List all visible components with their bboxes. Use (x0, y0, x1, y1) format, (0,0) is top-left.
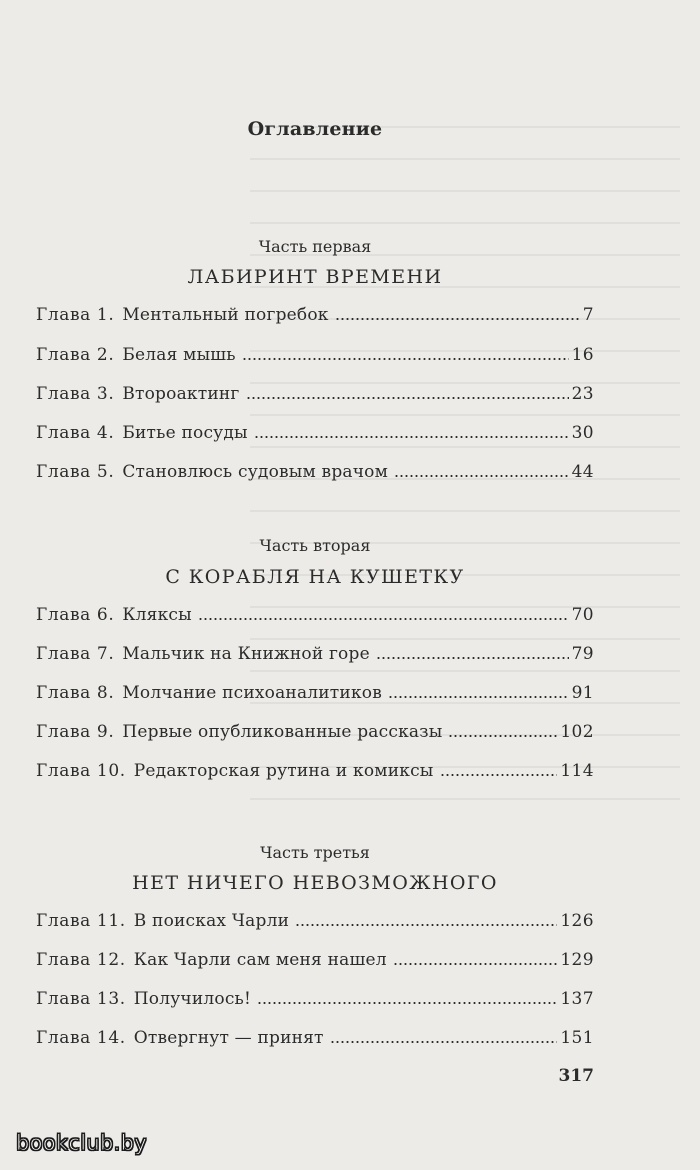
chapter-number: Глава 4. (36, 423, 115, 443)
chapter-title: Получилось! (133, 989, 252, 1009)
chapter-page: 30 (571, 423, 594, 443)
dot-leader (335, 318, 580, 320)
dot-leader (246, 397, 569, 399)
chapter-page: 102 (560, 722, 594, 742)
part-1-title: ЛАБИРИНТ ВРЕМЕНИ (187, 266, 443, 288)
chapter-title: Мальчик на Книжной горе (122, 644, 370, 664)
chapter-number: Глава 13. (36, 989, 126, 1009)
part-2-title: С КОРАБЛЯ НА КУШЕТКУ (165, 566, 465, 588)
chapter-title: Отвергнут — принят (133, 1028, 324, 1048)
part-3-label: Часть третья (260, 843, 370, 862)
chapter-title: Редакторская рутина и комиксы (133, 761, 434, 781)
page-number: 317 (558, 1066, 594, 1086)
chapter-number: Глава 11. (36, 911, 126, 931)
chapter-number: Глава 12. (36, 950, 126, 970)
chapter-number: Глава 1. (36, 305, 115, 325)
chapter-page: 70 (571, 605, 594, 625)
dot-leader (198, 618, 569, 620)
chapter-number: Глава 6. (36, 605, 115, 625)
toc-entry-ch3 (36, 378, 594, 404)
chapter-page: 126 (560, 911, 594, 931)
chapter-number: Глава 8. (36, 683, 115, 703)
watermark-logo: bookclub.by (16, 1131, 147, 1155)
dot-leader (257, 1002, 557, 1004)
chapter-page: 44 (571, 462, 594, 482)
chapter-page: 129 (560, 950, 594, 970)
toc-entry-ch6 (36, 599, 594, 625)
toc-entry-ch14 (36, 1022, 594, 1048)
chapter-number: Глава 9. (36, 722, 115, 742)
toc-entry-ch2 (36, 339, 594, 365)
chapter-title: Первые опубликованные рассказы (122, 722, 443, 742)
chapter-page: 79 (571, 644, 594, 664)
part-2-label: Часть вторая (259, 536, 371, 555)
chapter-title: Молчание психоаналитиков (122, 683, 382, 703)
chapter-page: 91 (571, 683, 594, 703)
chapter-title: Как Чарли сам меня нашел (133, 950, 387, 970)
toc-entry-ch11 (36, 905, 594, 931)
dot-leader (376, 657, 569, 659)
toc-entry-ch7 (36, 638, 594, 664)
chapter-page: 137 (560, 989, 594, 1009)
chapter-title: В поисках Чарли (133, 911, 290, 931)
chapter-title: Кляксы (122, 605, 192, 625)
chapter-title: Битье посуды (122, 423, 248, 443)
toc-entry-ch13 (36, 983, 594, 1009)
chapter-number: Глава 14. (36, 1028, 126, 1048)
part-1-label: Часть первая (258, 237, 372, 256)
toc-entry-ch1 (36, 299, 594, 325)
dot-leader (295, 924, 557, 926)
chapter-number: Глава 10. (36, 761, 126, 781)
chapter-number: Глава 5. (36, 462, 115, 482)
toc-title: Оглавление (247, 118, 383, 140)
dot-leader (254, 436, 569, 438)
toc-entry-ch12 (36, 944, 594, 970)
dot-leader (393, 963, 558, 965)
dot-leader (242, 358, 569, 360)
toc-entry-ch5 (36, 456, 594, 482)
toc-entry-ch4 (36, 417, 594, 443)
chapter-number: Глава 7. (36, 644, 115, 664)
dot-leader (440, 774, 558, 776)
dot-leader (394, 475, 569, 477)
chapter-page: 23 (571, 384, 594, 404)
chapter-title: Становлюсь судовым врачом (122, 462, 389, 482)
toc-entry-ch8 (36, 677, 594, 703)
dot-leader (448, 735, 557, 737)
chapter-page: 7 (582, 305, 594, 325)
toc-page (36, 0, 594, 1170)
toc-entry-ch10 (36, 755, 594, 781)
chapter-title: Белая мышь (122, 345, 236, 365)
chapter-page: 151 (560, 1028, 594, 1048)
chapter-page: 114 (560, 761, 594, 781)
chapter-page: 16 (571, 345, 594, 365)
chapter-number: Глава 3. (36, 384, 115, 404)
toc-entry-ch9 (36, 716, 594, 742)
chapter-title: Второактинг (122, 384, 240, 404)
chapter-title: Ментальный погребок (122, 305, 329, 325)
dot-leader (388, 696, 569, 698)
part-3-title: НЕТ НИЧЕГО НЕВОЗМОЖНОГО (132, 872, 498, 894)
chapter-number: Глава 2. (36, 345, 115, 365)
dot-leader (330, 1041, 558, 1043)
